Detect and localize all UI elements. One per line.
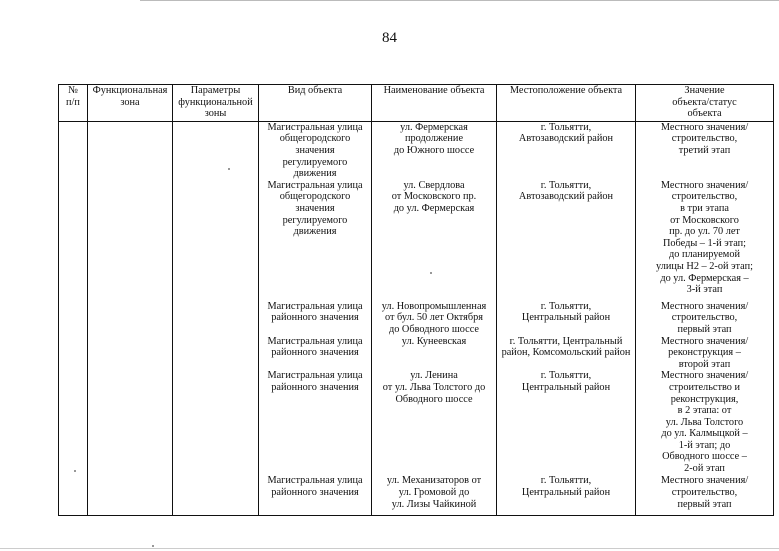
cell-location: [497, 370, 636, 475]
cell-type: [259, 336, 372, 371]
bottom-border-line: [0, 548, 779, 549]
cell-type-text: Магистральная улица общегородского значения регулируемого движения: [267, 121, 363, 180]
cell-type: [259, 121, 372, 179]
cell-type-text: Магистральная улица районного значения: [267, 370, 363, 393]
header-number: № п/п: [59, 85, 88, 122]
table-row: [59, 121, 774, 179]
scan-speck: [74, 470, 76, 472]
header-functional-zone: Функциональная зона: [88, 85, 173, 122]
cell-type: [259, 180, 372, 301]
cell-location: [497, 301, 636, 336]
cell-zone: [88, 180, 173, 301]
cell-name-text: ул. Свердлова от Московского пр. до ул. Фермерская: [391, 179, 477, 214]
cell-status-text: Местного значения/ реконструкция – второй этап: [660, 335, 749, 370]
cell-location-text: г. Тольятти, Центральный район, Комсомольский район: [501, 335, 631, 359]
cell-name-text: ул. Новопромышленная от бул. 50 лет Октября до Обводного шоссе: [381, 300, 487, 335]
cell-type: [259, 475, 372, 515]
cell-zone: [88, 301, 173, 336]
table-row: [59, 336, 774, 371]
cell-status: [636, 121, 774, 179]
cell-type-text: Магистральная улица общегородского значения регулируемого движения: [267, 179, 363, 238]
cell-name-text: ул. Механизаторов от ул. Громовой до ул. Лизы Чайкиной: [386, 475, 482, 510]
cell-name-text: ул. Кунеевская: [401, 335, 467, 347]
cell-zone: [88, 475, 173, 515]
objects-table: [58, 84, 774, 516]
scan-speck: [152, 545, 154, 547]
header-zone-parameters: Параметры функциональной зоны: [173, 85, 259, 122]
cell-name: [372, 475, 497, 515]
cell-type: [259, 370, 372, 475]
top-border-line: [140, 0, 779, 1]
cell-type-text: Магистральная улица районного значения: [267, 335, 363, 359]
table-row: [59, 180, 774, 301]
cell-location-text: г. Тольятти, Автозаводский район: [518, 179, 614, 203]
cell-status-text: Местного значения/ строительство, первый этап: [660, 300, 749, 335]
cell-location-text: г. Тольятти, Автозаводский район: [518, 121, 614, 145]
cell-location: [497, 475, 636, 515]
table-row: [59, 370, 774, 475]
cell-status-text: Местного значения/ строительство, третий этап: [660, 121, 749, 156]
cell-location-text: г. Тольятти, Центральный район: [521, 370, 611, 393]
cell-number: [59, 370, 88, 475]
table-header-row: [59, 85, 774, 122]
cell-params: [173, 370, 259, 475]
cell-type-text: Магистральная улица районного значения: [267, 300, 363, 324]
cell-params: [173, 301, 259, 336]
cell-number: [59, 301, 88, 336]
cell-name: [372, 336, 497, 371]
cell-number: [59, 336, 88, 371]
cell-status-text: Местного значения/ строительство и реконструкция, в 2 этапа: от ул. Льва Толстого до ул. Калмыцкой – 1-й этап; до Обводного шоссе – 2-ой этап: [660, 370, 749, 475]
cell-status: [636, 336, 774, 371]
cell-params: [173, 475, 259, 515]
cell-params: [173, 336, 259, 371]
page-number: 84: [382, 30, 397, 46]
header-object-location: Местоположение объекта: [497, 85, 636, 122]
cell-number: [59, 475, 88, 515]
cell-status-text: Местного значения/ строительство, первый этап: [660, 475, 749, 510]
table-row: [59, 475, 774, 515]
cell-status-text: Местного значения/ строительство, в три этапа от Московского пр. до ул. 70 лет Победы – 1-й этап; до планируемой улицы Н2 – 2-ой этап; до ул. Фермерская – 3-й этап: [656, 179, 753, 296]
cell-name: [372, 370, 497, 475]
table-row: [59, 301, 774, 336]
cell-name: [372, 121, 497, 179]
cell-number: [59, 180, 88, 301]
cell-status: [636, 180, 774, 301]
cell-status: [636, 475, 774, 515]
cell-params: [173, 121, 259, 179]
cell-location: [497, 336, 636, 371]
cell-name: [372, 180, 497, 301]
cell-name-text: ул. Фермерская продолжение до Южного шоссе: [393, 121, 475, 156]
header-object-status: Значение объекта/статус объекта: [636, 85, 774, 122]
cell-params: [173, 180, 259, 301]
cell-status: [636, 301, 774, 336]
cell-number: [59, 121, 88, 179]
cell-type-text: Магистральная улица районного значения: [267, 475, 363, 498]
scan-speck: [430, 272, 432, 274]
header-object-name: Наименование объекта: [372, 85, 497, 122]
cell-status: [636, 370, 774, 475]
cell-type: [259, 301, 372, 336]
cell-name: [372, 301, 497, 336]
cell-location-text: г. Тольятти, Центральный район: [521, 300, 611, 324]
header-object-type: Вид объекта: [259, 85, 372, 122]
cell-location: [497, 121, 636, 179]
cell-name-text: ул. Ленина от ул. Льва Толстого до Обводного шоссе: [382, 370, 486, 405]
scan-speck: [228, 168, 230, 170]
cell-location-text: г. Тольятти, Центральный район: [521, 475, 611, 498]
cell-location: [497, 180, 636, 301]
table-body: [59, 121, 774, 515]
cell-zone: [88, 336, 173, 371]
cell-zone: [88, 121, 173, 179]
cell-zone: [88, 370, 173, 475]
